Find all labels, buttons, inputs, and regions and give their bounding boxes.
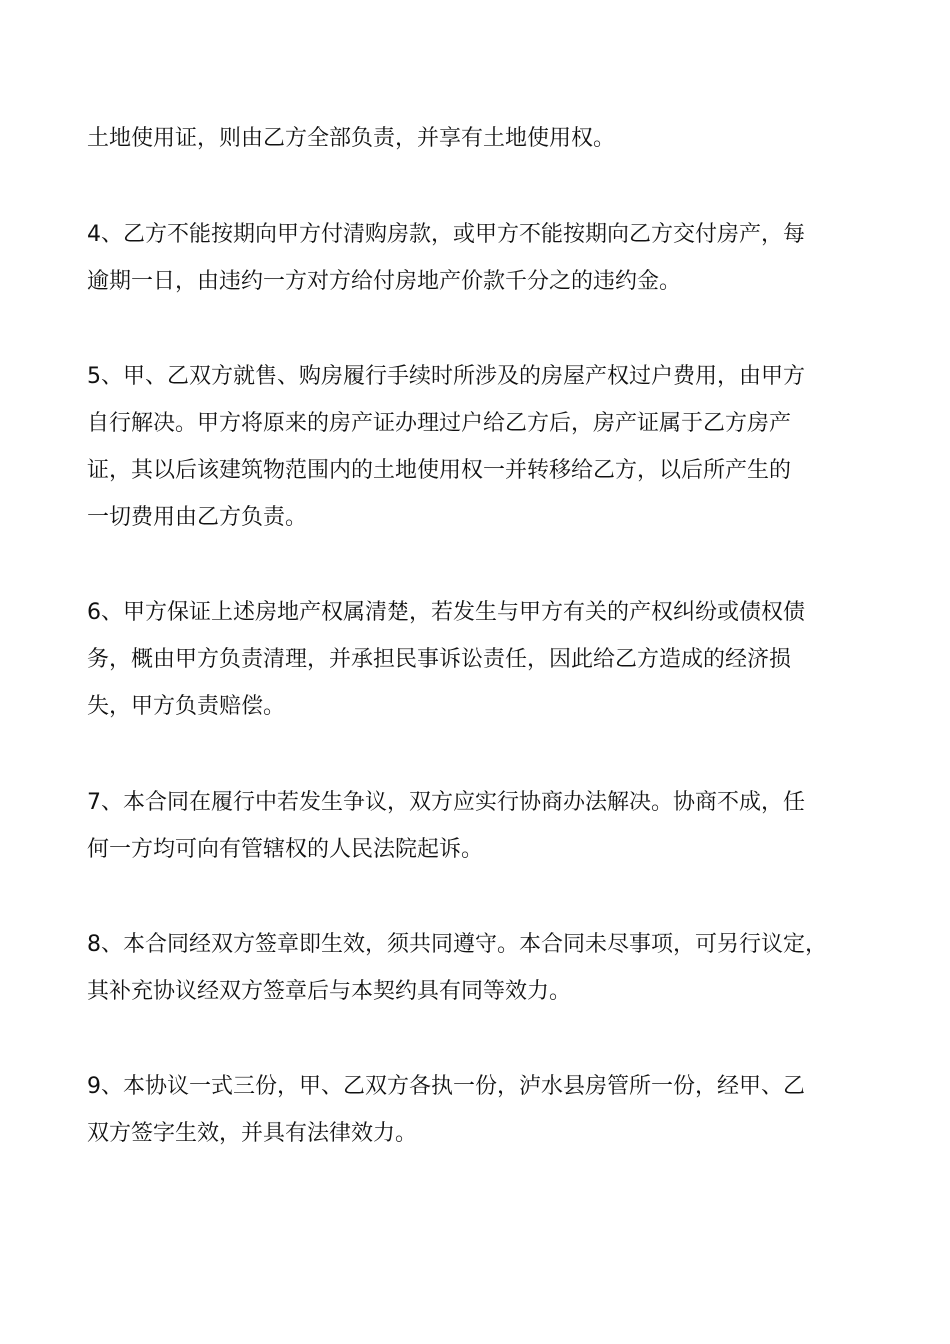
- paragraph-line: 9、本协议一式三份，甲、乙双方各执一份，泸水县房管所一份，经甲、乙: [87, 1074, 805, 1099]
- paragraph-line: 6、甲方保证上述房地产权属清楚，若发生与甲方有关的产权纠纷或债权债: [87, 600, 805, 625]
- paragraph-clause-6: [87, 589, 877, 730]
- paragraph-clause-7: [87, 779, 877, 873]
- paragraph-clause-5: [87, 353, 877, 541]
- paragraph-line: 证，其以后该建筑物范围内的土地使用权一并转移给乙方，以后所产生的: [87, 458, 792, 483]
- paragraph-line: 8、本合同经双方签章即生效，须共同遵守。本合同未尽事项，可另行议定，: [87, 932, 827, 957]
- paragraph-line: 失，甲方负责赔偿。: [87, 694, 286, 719]
- paragraph-line: 其补充协议经双方签章后与本契约具有同等效力。: [87, 979, 572, 1004]
- paragraph-line: 5、甲、乙双方就售、购房履行手续时所涉及的房屋产权过户费用，由甲方: [87, 364, 805, 389]
- paragraph-line: 自行解决。甲方将原来的房产证办理过户给乙方后，房产证属于乙方房产: [87, 411, 792, 436]
- paragraph-line: 务，概由甲方负责清理，并承担民事诉讼责任，因此给乙方造成的经济损: [87, 647, 792, 672]
- paragraph-line: 逾期一日，由违约一方对方给付房地产价款千分之的违约金。: [87, 269, 682, 294]
- paragraph-line: 双方签字生效，并具有法律效力。: [87, 1121, 418, 1146]
- paragraph-clause-8: [87, 921, 877, 1015]
- paragraph-line: 土地使用证，则由乙方全部负责，并享有土地使用权。: [87, 126, 616, 151]
- paragraph-clause-9: [87, 1063, 877, 1157]
- paragraph-line: 4、乙方不能按期向甲方付清购房款，或甲方不能按期向乙方交付房产，每: [87, 222, 805, 247]
- paragraph-line: 何一方均可向有管辖权的人民法院起诉。: [87, 837, 484, 862]
- paragraph-clause-4: [87, 211, 877, 305]
- paragraph-land-use-clause: [87, 115, 877, 162]
- paragraph-line: 7、本合同在履行中若发生争议，双方应实行协商办法解决。协商不成，任: [87, 790, 805, 815]
- paragraph-line: 一切费用由乙方负责。: [87, 505, 308, 530]
